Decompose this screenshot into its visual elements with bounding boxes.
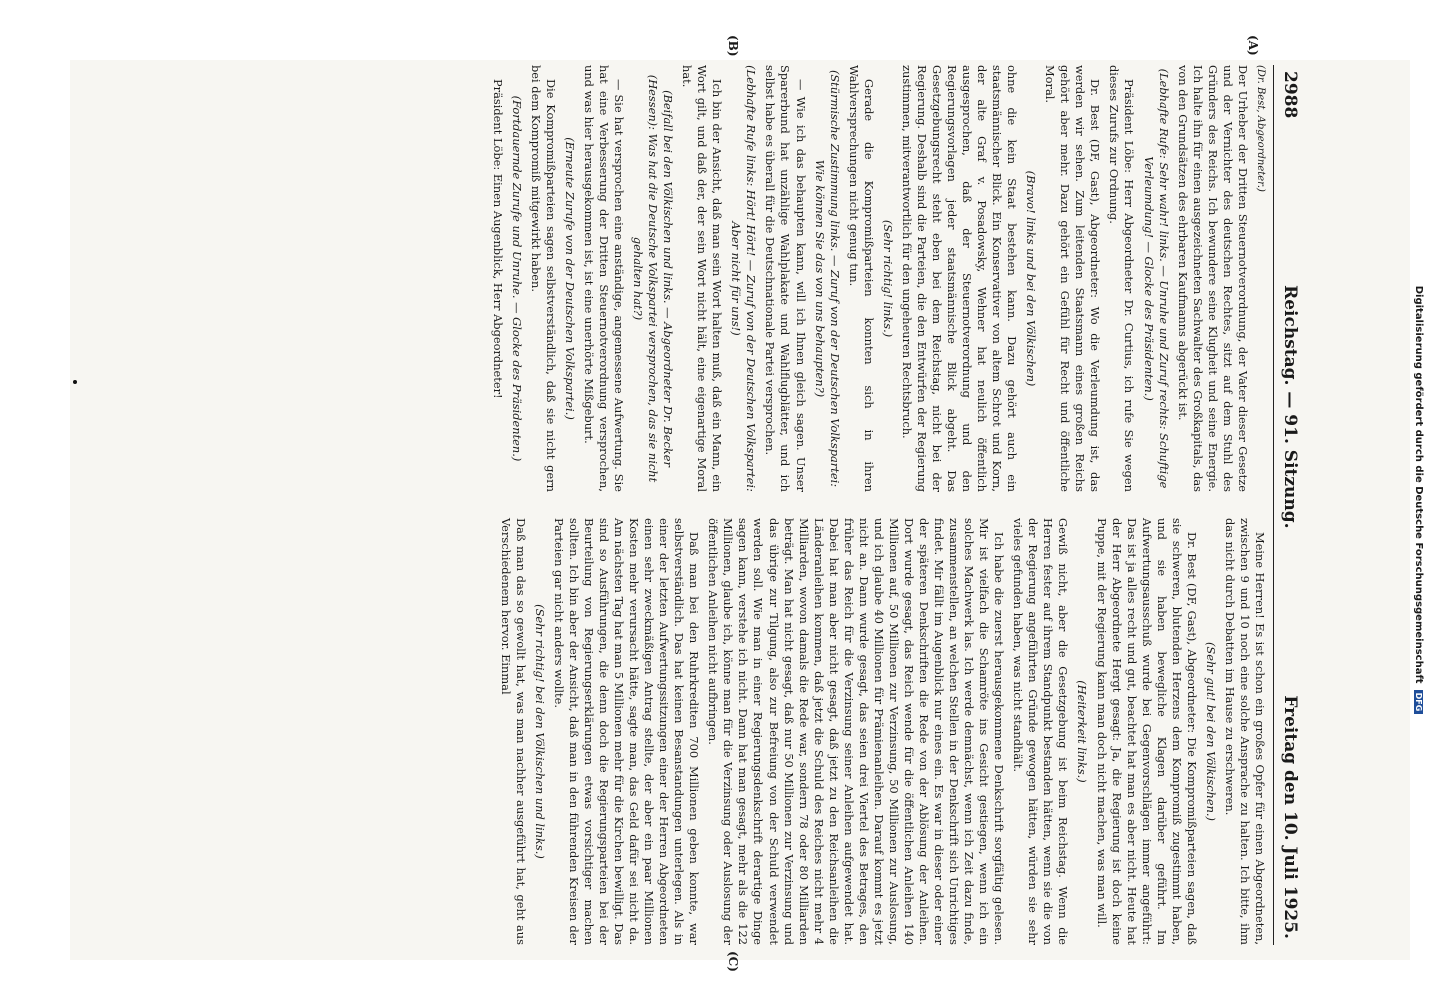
session-title: Reichstag. — 91. Sitzung. [1280,285,1300,529]
paragraph: (Fortdauernde Zurufe und Unruhe. — Glocke des Präsidenten.) [509,95,524,462]
paragraph: Gewiß nicht, aber die Gesetzgebung ist beim Reichstag. Wenn die Herren fester auf ihrem Standpunkt bestanden hätten, wenn sie die von der Regierung angeführten Gründe gewogen hätten, würden sie sehr vieles gefunden haben, was nicht standhält. [1011,518,1071,945]
ink-dot [73,380,77,384]
paragraph: (Lebhafte Rufe links: Hört! Hört! — Zuruf von der Deutschen Volkspartei: Aber nicht für uns!) [729,65,759,492]
paragraph: Gerade die Kompromißparteien konnten sich in ihren Wahlversprechungen nicht genug tun. [846,65,876,492]
paragraph: (Heiterkeit links.) [1075,680,1090,783]
paragraph: Dr. Best (DF, Gast), Abgeordneter: Die Kompromißparteien sagen, daß sie schweren, blutenden Herzens dem Kompromiß zugestimmt haben, und sie haben bewegliche Klagen darüber geführt. Im Aufwertungsausschuß wurde bei Gegenvorschlägen immer angeführt: Das ist ja alles recht und gut, beachtet hat man es aber nicht. Heute hat der Herr Abgeordnete Hergt gesagt: Ja, die Regierung ist doch keine Puppe, mit der Regierung kann man doch nicht machen, was man will. [1094,518,1199,945]
page-number: 2988 [1280,71,1300,119]
margin-mark-c: (C) [726,951,740,972]
margin-mark-b: (B) [726,35,740,57]
paragraph: Der Urheber der Dritten Steuernotverordnung, der Vater dieser Gesetze und der Vernichter des deutschen Rechtes, sitzt auf dem Stuhl des Gründers des Reichs. Ich bewundere seine Klugheit und seine Energie. Ich halte ihn für einen ausgezeichneten Sachwalter des Großkapitals, das von den Grundsätzen des ehrbaren Kaufmanns abgerückt ist. [1175,65,1250,493]
text-columns [486,65,1273,945]
paragraph: Präsident Löbe: Einen Augenblick, Herr Abgeordneter! [490,79,505,399]
paragraph: (Beifall bei den Völkischen und links. — Abgeordneter Dr. Becker (Hessen): Was hat die Deutsche Volkspartei versprochen, das sie nicht gehalten hat?) [631,74,676,483]
right-column [486,518,1267,945]
dfg-stamp [1408,5,1430,995]
paragraph: (Lebhafte Rufe: Sehr wahr! links. — Unruhe und Zuruf rechts: Schuftige Verleumdung! — Glocke des Präsidenten.) [1141,68,1171,489]
paragraph: (Erneute Zurufe von der Deutschen Volkspartei.) [562,137,577,420]
paragraph: — Wie ich das behaupten kann, will ich Ihnen gleich sagen. Unser Sparerbund hat unzählige Wahlplakate und Wahlflugblätter, und ich selbst habe es überall für die Deutschnationale Partei versprochen. [763,65,808,492]
paragraph: Dr. Best (DF, Gast), Abgeordneter: Wo die Verleumdung ist, das werden wir sehen. Zum leitenden Staatsmann eines großen Reichs gehört aber mehr. Dazu gehört ein Gefühl für Recht und öffentliche Moral. [1043,65,1103,492]
reichstag-protocol-page [120,35,1300,972]
paragraph: Meine Herren! Es ist schon ein großes Opfer für einen Abgeordneten, zwischen 9 und 10 noch eine solche Ansprache zu halten. Ich bitte, ihm das nicht durch Debatten im Hause zu erschweren. [1222,518,1267,945]
paragraph: Daß man das so gewollt hat, was man nachher ausgeführt hat, geht aus Verschiedenem hervor. Einmal [498,518,528,945]
paragraph: (Sehr richtig! links.) [880,219,895,338]
paragraph: Die Kompromißparteien sagen selbstverständlich, daß sie nicht gern bei dem Kompromiß mitgewirkt haben. [528,65,558,492]
paragraph: Präsident Löbe: Herr Abgeordneter Dr. Curtius, ich rufe Sie wegen dieses Zurufs zur Ordnung. [1107,65,1137,492]
paragraph: (Dr. Best, Abgeordneter.) [1255,65,1266,192]
rotated-page-content [120,35,1300,972]
session-date: Freitag den 10. Juli 1925. [1280,695,1300,939]
paragraph: Daß man bei den Ruhrkrediten 700 Millionen geben konnte, war selbstverständlich. Das hat keinen Besanstandungen unterlegen. Als in einer der letzten Aufwertungssitzungen einer der Herren Abgeordneten einen sehr zweckmäßigen Antrag stellte, der aber ein paar Millionen Kosten mehr verursacht hätte, sagte man, das Geld dafür sei nicht da. Am nächsten Tag hat man 5 Millionen mehr für die Kirchen bewilligt. Das sind so Ausführungen, die denn doch die Regierungsparteien bei der Beurteilung von Regierungserklärungen etwas vorsichtiger machen sollten. Ich bin aber der Ansicht, daß man in den führenden Kreisen der Parteien gar nicht anders wollte. [551,518,702,945]
left-column [486,65,1267,492]
paragraph: Ich habe die zuerst herausgekommene Denkschrift sorgfältig gelesen. Mir ist vielfach die Schamröte ins Gesicht gestiegen, wenn ich ein solches Machwerk las. Ich werde demnächst, wenn ich Zeit dazu finde, zusammenstellen, an welchen Stellen in der Denkschrift sich Unrichtiges findet. Mir fällt im Augenblick nur eines ein. Es war in dieser oder einer der späteren Denkschriften die Rede von der Ablösung der Anleihen. Dort wurde gesagt, das Reich wende für die öffentlichen Anleihen 140 Millionen auf, 50 Millionen zur Verzinsung, 50 Millionen zur Auslosung, und ich glaube 40 Millionen für Prämienanleihen. Darauf kommt es jetzt nicht an. Dann wurde gesagt, das seien drei Viertel des Betrages, den früher das Reich für die Verzinsung seiner Anleihen aufgewendet hat. Dabei hat man aber nicht gesagt, daß jetzt zu den Reichsanleihen die Länderanleihen kommen, daß jetzt die Schuld des Reiches nicht mehr 4 Milliarden, wovon damals die Rede war, sondern 78 oder 80 Milliarden beträgt. Man hat nicht gesagt, daß nur 50 Millionen zur Verzinsung und das übrige zur Tilgung, also zur Befreiung von der Schuld verwendet werden soll. Wie man in einer Regierungsdenkschrift derartige Dinge sagen kann, verstehe ich nicht. Dann hat man gesagt, mehr als die 122 Millionen, glaube ich, könne man für die Verzinsung oder Auslosung der öffentlichen Anleihen nicht aufbringen. [706,518,1007,945]
paragraph: (Sehr gut! bei den Völkischen.) [1203,641,1218,821]
dfg-stamp-text: Digitalisierung gefördert durch die Deutsche Forschungsgemeinschaft [1413,285,1425,684]
paragraph: (Sehr richtig! bei den Völkischen und links.) [532,604,547,859]
paragraph: (Bravo! links und bei den Völkischen) [1024,170,1039,387]
paragraph: (Stürmische Zustimmung links. — Zuruf von der Deutschen Volkspartei: Wie können Sie das von uns behaupten?) [812,69,842,488]
paragraph: Ich bin der Ansicht, daß man sein Wort halten muß, daß ein Mann, ein Wort gilt, und daß der, der sein Wort nicht hält, eine eigenartige Moral hat. [680,65,725,492]
margin-mark-a: (A) [1246,35,1260,56]
page-header [1273,65,1300,945]
dfg-logo: DFG [1415,690,1424,715]
paragraph: — Sie hat versprochen eine anständige, angemessene Aufwertung. Sie hat eine Verbesserung der Dritten Steuernotverordnung versprochen, und was hier herausgekommen ist, ist eine unerhörte Mißgeburt. [581,65,627,492]
paragraph: ohne die kein Staat bestehen kann. Dazu gehört auch ein staatsmännischer Blick. Ein Konservativer von altem Schrot und Korn, der alte Graf v. Posadowsky, Wehner hat neulich öffentlich ausgesprochen, daß der Steuernotverordnung und den Regierungsvorlagen jeder staatsmännische Blick abgeht. Das Gesetzgebungsrecht steht eben bei dem Reichstag, nicht bei der Regierung. Deshalb sind die Parteien, die den Entwürfen der Regierung zustimmen, mitverantwortlich für den ungeheuren Rechtsbruch. [899,65,1020,492]
